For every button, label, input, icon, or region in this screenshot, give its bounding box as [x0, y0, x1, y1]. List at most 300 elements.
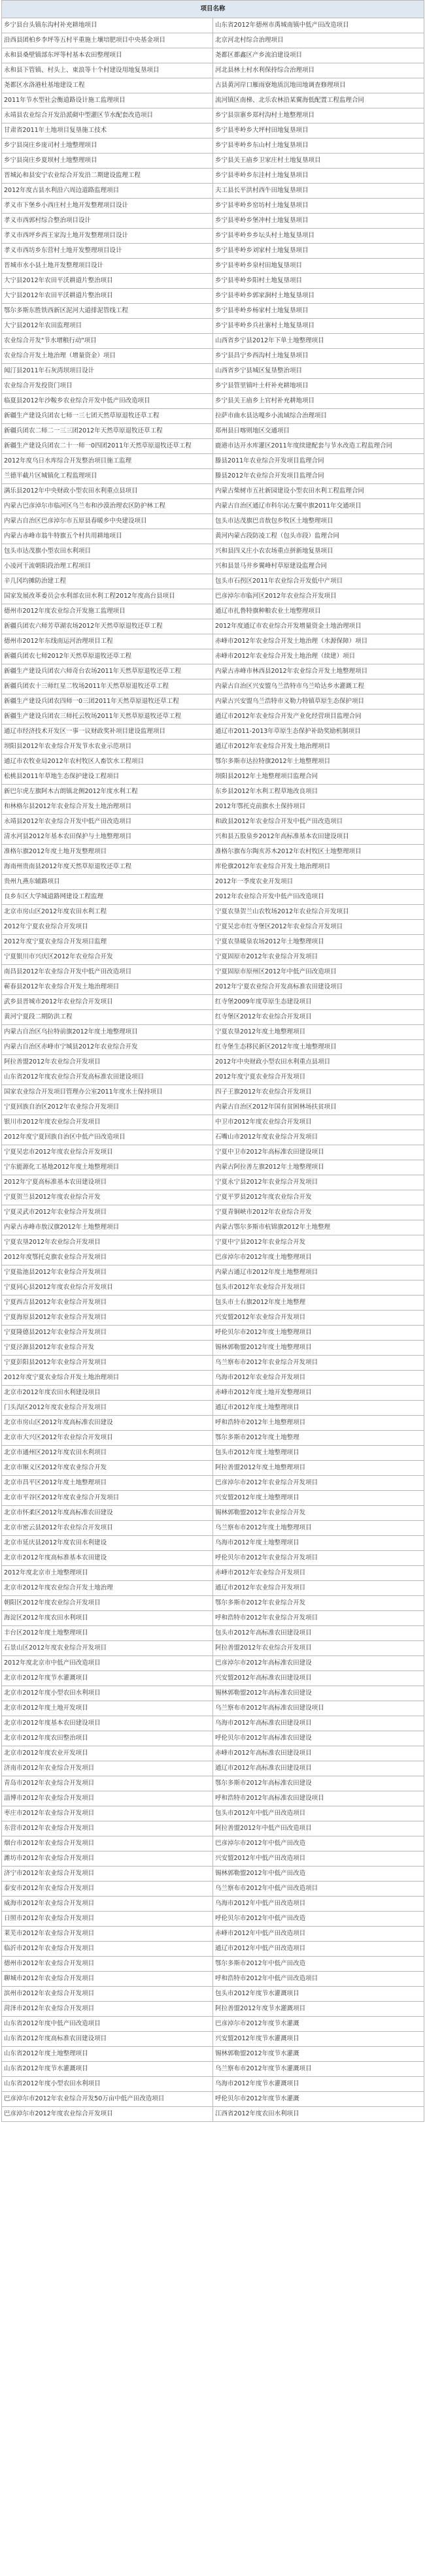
table-cell: 良乡东区大学城道路网建设工程监理 — [2, 890, 213, 905]
table-cell: 河北县林土村水利保持综合治理项目 — [213, 63, 424, 78]
table-row — [2, 785, 424, 800]
table-row — [2, 1596, 424, 1611]
table-cell: 巴彦淖尔市2012年度节水灌溉 — [213, 2017, 424, 2032]
table-row — [2, 1085, 424, 1100]
table-cell: 乡宁县枣岭乡窑坊村土地复垦项目 — [213, 199, 424, 214]
table-cell: 小凌河干流朝阳段治理工程项目 — [2, 559, 213, 574]
table-row — [2, 935, 424, 950]
table-row — [2, 1611, 424, 1626]
table-row — [2, 1701, 424, 1716]
table-cell: 乌海市2012年度土地整理项目 — [213, 1536, 424, 1551]
table-row — [2, 649, 424, 664]
table-cell: 四子王旗2012年农业综合开发项目 — [213, 1085, 424, 1100]
table-row — [2, 544, 424, 559]
table-row — [2, 1671, 424, 1686]
table-row — [2, 1851, 424, 1867]
table-cell: 宁夏盐池县2012年农业综合开发项目 — [2, 1265, 213, 1280]
table-cell: 满乐县2012年中央财政小型农田水利重点县项目 — [2, 484, 213, 499]
table-cell: 尧都区水洛港杜基地建设工程 — [2, 78, 213, 93]
table-cell: 包头市2012年度节水灌溉项目 — [213, 1987, 424, 2002]
table-cell: 新巴尔虎左旗阿木古朗镇北侧2012年度水利工程 — [2, 785, 213, 800]
table-row — [2, 1761, 424, 1776]
table-cell: 鄂尔多斯市2012年农业综合开发 — [213, 1596, 424, 1611]
table-cell: 晋城沁和县安宁农业综合开发沿二期建设监理工程 — [2, 169, 213, 184]
table-cell: 呼伦贝尔市2012年中低产田改造 — [213, 1912, 424, 1927]
table-cell: 2012年度宁夏农业综合开发项目 — [213, 1070, 424, 1085]
table-row — [2, 123, 424, 139]
table-cell: 宁夏固原市原州区2012年中低产田改造项目 — [213, 965, 424, 980]
table-row — [2, 1040, 424, 1055]
table-cell: 潍坊市2012年农业综合开发项目 — [2, 1851, 213, 1867]
table-row — [2, 1551, 424, 1566]
table-cell: 宁夏吴忠市红寺堡区2012年农业综合开发项目 — [213, 920, 424, 935]
table-row — [2, 1115, 424, 1130]
table-cell: 兴和县四义庄小农农场重点拼新地复垦项目 — [213, 544, 424, 559]
table-cell: 赤峰市2012年农业综合开发项目 — [213, 1566, 424, 1581]
table-cell: 古县黄河岸口雁雨寮地质沉地田地调查修理项目 — [213, 78, 424, 93]
table-cell: 2012年度宁夏农业综合开发土地治理项目 — [2, 1371, 213, 1386]
table-cell: 永和县桑壁镇部东坪等村基本农田整理项目 — [2, 48, 213, 63]
table-cell: 山东省2012年度土地整理项目 — [2, 2047, 213, 2062]
table-cell: 山东省2012年度中低产田改造项目 — [2, 2017, 213, 2032]
table-cell: 北京市通州区2012年度农田水利项目 — [2, 1446, 213, 1461]
table-cell: 尧都区都鑫区产乡流泊建设项目 — [213, 48, 424, 63]
table-cell: 2012年度乌日水库综合开发整治项目施工监理 — [2, 454, 213, 469]
table-cell: 武乡县晋城市2012年农业综合开发项目 — [2, 995, 213, 1010]
table-cell: 松桃县2011年草地生态保护建设工程项目 — [2, 770, 213, 785]
table-cell: 乌海市2012年度节水灌溉项目 — [213, 2077, 424, 2092]
table-row — [2, 1836, 424, 1851]
table-row — [2, 1942, 424, 1957]
table-row — [2, 1175, 424, 1190]
table-cell: 2012年度北京市土地整理项目 — [2, 1566, 213, 1581]
table-cell: 鄂尔多斯市2012年度土地整理 — [213, 1431, 424, 1446]
column-header: 项目名称 — [2, 1, 424, 18]
table-cell: 威海市2012年农业综合开发项目 — [2, 1897, 213, 1912]
table-cell: 通辽市经济技术开发区一事一议财政奖补项目建设监理项目 — [2, 725, 213, 740]
table-cell: 北京市2012年度基本农田建设项目 — [2, 1716, 213, 1731]
table-cell: 内蒙古自治区巴彦淖尔市五原县春暖乡中央建设项目 — [2, 514, 213, 529]
table-cell: 辛几冈均摊防治建工程 — [2, 574, 213, 589]
table-row — [2, 1160, 424, 1175]
table-cell: 农业综合开发"节水增粮行动"项目 — [2, 334, 213, 349]
table-cell: 北京市顺义区2012年度农业综合开发 — [2, 1461, 213, 1476]
table-cell: 包头市2012年度土地整理项目 — [213, 1446, 424, 1461]
table-cell: 内蒙古自治区赤峰市宁城县2012年农业综合开发 — [2, 1040, 213, 1055]
table-cell: 内蒙古自治区乌拉特前旗2012年度土地整理项目 — [2, 1025, 213, 1040]
table-row — [2, 1401, 424, 1416]
table-row — [2, 1882, 424, 1897]
table-cell: 大宁县2012年农田平沃耕道片整治项目 — [2, 274, 213, 289]
table-cell: 宁夏银川市兴庆区2012年农业综合开发 — [2, 950, 213, 965]
table-cell: 2012年宁夏高标准基本农田建设项目 — [2, 1175, 213, 1190]
table-cell: 兴安盟2012年度节水灌溉项目 — [213, 2032, 424, 2047]
table-cell: 聊城市2012年农业综合开发项目 — [2, 1972, 213, 1987]
table-cell: 石景山区2012年度农业综合开发项目 — [2, 1641, 213, 1656]
table-row — [2, 1220, 424, 1235]
table-cell: 新疆兵团农七师2012年天然草原退牧还草工程 — [2, 649, 213, 664]
table-cell: 坝阳县2012年农业综合开发节水农业示范项目 — [2, 740, 213, 755]
table-row — [2, 93, 424, 108]
table-row — [2, 1746, 424, 1761]
table-row — [2, 2077, 424, 2092]
table-cell: 北京市延庆县2012年度农田水利建设 — [2, 1536, 213, 1551]
table-cell: 晋城市水小县土地开发整理项目设计 — [2, 259, 213, 274]
table-cell: 巴彦淖尔市2012年中低产田改造 — [213, 1836, 424, 1851]
table-cell: 乡宁县关王庙乡卫家庄村土地复垦项目 — [213, 154, 424, 169]
table-cell: 2012年一季度农业开发项目 — [213, 875, 424, 890]
table-row — [2, 1130, 424, 1145]
table-cell: 宁夏泾源县2012年农业综合开发 — [2, 1341, 213, 1356]
table-cell: 永靖县农业综合开发沿派砌中型灌区节水配套改造项目 — [2, 108, 213, 123]
table-cell: 新疆生产建设兵团农三师托云牧场2011年天然草原退牧还草工程 — [2, 709, 213, 725]
table-cell: 孝义市下堡乡小西庄村土地开发整理项目设计 — [2, 199, 213, 214]
table-cell: 呼和浩特市2012年土地整理项目 — [213, 1416, 424, 1431]
table-row — [2, 875, 424, 890]
table-row — [2, 694, 424, 709]
table-row — [2, 139, 424, 154]
table-row — [2, 1416, 424, 1431]
table-row — [2, 1626, 424, 1641]
table-row — [2, 1025, 424, 1040]
table-cell: 宁夏农垦贺兰山农牧场2012年农业综合开发项目 — [213, 905, 424, 920]
table-row — [2, 1461, 424, 1476]
table-row — [2, 529, 424, 544]
table-cell: 永和县下管镇、村头上、東浪等十个村建设用地复垦项目 — [2, 63, 213, 78]
table-cell: 宁夏海原县2012年农业综合开发项目 — [2, 1311, 213, 1326]
table-cell: 北京市2012年度农田整治项目 — [2, 1731, 213, 1746]
table-cell: 滕县2011年农业综合开发项目监理合同 — [213, 454, 424, 469]
table-cell: 红寺堡区2012年农业综合开发项目 — [213, 1010, 424, 1025]
table-row — [2, 199, 424, 214]
table-cell: 乌兰察布市2012年度土地整理项目 — [213, 1521, 424, 1536]
table-cell: 北京市2012年度土地开发项目 — [2, 1701, 213, 1716]
table-cell: 流河镇区南梯、北乐农林沿某翼海低配置工程监理合同 — [213, 93, 424, 108]
table-cell: 内蒙古自治区通辽市科尔沁左翼中旗2011年交通项目 — [213, 499, 424, 514]
table-cell: 东营市2012年农业综合开发项目 — [2, 1821, 213, 1836]
table-cell: 北京市昌平区2012年度土地整理项目 — [2, 1476, 213, 1491]
table-cell: 准格尔旗2012年度土地开发整理项目 — [2, 845, 213, 860]
table-row — [2, 1341, 424, 1356]
table-cell: 2012年宁夏农业综合开发项目 — [2, 920, 213, 935]
table-row — [2, 409, 424, 424]
table-cell: 大宁县2012年农田监理项目 — [2, 319, 213, 334]
table-cell: 乡宁县枣岭乡东山村土地复垦项目 — [213, 139, 424, 154]
table-cell: 新疆生产建设兵团农四师一0三团2011年天然草原退牧还草工程 — [2, 694, 213, 709]
table-cell: 宁夏平罗县2012年度农业综合开发 — [213, 1190, 424, 1205]
table-row — [2, 1446, 424, 1461]
table-cell: 坝阳县2012年土地整理项目监理合同 — [213, 770, 424, 785]
table-cell: 兴和县景马井乡翼峰村草原建设监理合同 — [213, 559, 424, 574]
table-cell: 乌兰察布市2012年农业综合开发项目 — [213, 1356, 424, 1371]
table-row — [2, 1686, 424, 1701]
table-row — [2, 319, 424, 334]
table-cell: 巴彦淖尔市临河区2012年农业综合开发项目 — [213, 589, 424, 604]
table-cell: 乡宁县枣岭乡兵社寨村土地复垦项目 — [213, 319, 424, 334]
table-cell: 大宁县2012年农田平沃耕道片整治项目 — [2, 289, 213, 304]
table-cell: 山东省2012年度小型农田水利项目 — [2, 2077, 213, 2092]
table-row — [2, 33, 424, 48]
table-row — [2, 2092, 424, 2107]
table-cell: 呼伦贝尔市2012年农业综合开发项目 — [213, 1551, 424, 1566]
table-cell: 赤峰市2012年农业综合开发土地治理（续建）项目 — [213, 649, 424, 664]
table-cell: 阿拉善盟2012年农业综合开发项目 — [213, 1641, 424, 1656]
table-cell: 沿西县团柏乡李坪等五村平重施土壤培肥项目中央基金项目 — [2, 33, 213, 48]
table-cell: 丰台区2012年度土地整理项目 — [2, 1626, 213, 1641]
table-cell: 阿拉善盟2012年度土地整理项目 — [213, 1461, 424, 1476]
table-row — [2, 484, 424, 499]
table-cell: 包头市2012年高标准农田建设项目 — [213, 1626, 424, 1641]
table-cell: 永靖县2012年农业综合开发中低产田改造项目 — [2, 815, 213, 830]
table-cell: 甘肃省2011年土地项目复垦施工技术 — [2, 123, 213, 139]
table-row — [2, 845, 424, 860]
table-cell: 2012年度鄂托克旗农业综合开发项目 — [2, 1250, 213, 1265]
table-cell: 呼伦贝尔市2012年度土地整理项目 — [213, 1326, 424, 1341]
table-cell: 赤峰市2012年度土地开发整理项目 — [213, 1386, 424, 1401]
table-cell: 北京市2012年度节水灌溉项目 — [2, 1671, 213, 1686]
table-row — [2, 589, 424, 604]
table-row — [2, 679, 424, 694]
table-cell: 宁夏回族自治区2012年农业综合开发项目 — [2, 1100, 213, 1115]
table-row — [2, 1265, 424, 1280]
table-cell: 乡宁县枣岭乡堡冲村土地复垦项目 — [213, 214, 424, 229]
table-row — [2, 499, 424, 514]
table-cell: 北京市大兴区2012年农业综合开发项目 — [2, 1431, 213, 1446]
table-cell: 青岛市2012年农业综合开发项目 — [2, 1776, 213, 1791]
table-cell: 国家发展改革委员会水利部农田水利工程2012年度高台县项目 — [2, 589, 213, 604]
table-row — [2, 1521, 424, 1536]
table-cell: 内蒙古鄂尔多斯市杭锦旗2012年土地整理 — [213, 1220, 424, 1235]
table-cell: 包头市2012年中低产田改造项目 — [213, 1806, 424, 1821]
table-row — [2, 469, 424, 484]
table-cell: 2012年鄂托克前旗水土保持项目 — [213, 800, 424, 815]
table-row — [2, 1386, 424, 1401]
table-cell: 宁夏隆德县2012年农业综合开发项目 — [2, 1326, 213, 1341]
table-cell: 拉萨市曲水县达嘎乡小流域综合治理项目 — [213, 409, 424, 424]
table-row — [2, 379, 424, 394]
table-row — [2, 965, 424, 980]
table-row — [2, 274, 424, 289]
table-cell: 宁夏西吉县2012年农业综合开发项目 — [2, 1296, 213, 1311]
table-row — [2, 574, 424, 589]
table-cell: 呼和浩特市2012年农业综合开发项目 — [213, 1611, 424, 1626]
table-row — [2, 364, 424, 379]
table-row — [2, 1987, 424, 2002]
table-cell: 和林格尔县2012年农业综合开发土地治理项目 — [2, 800, 213, 815]
table-cell: 农业综合开发土地治理（增量资金）项目 — [2, 349, 213, 364]
table-cell: 宁夏固原市2012年农业综合开发项目 — [213, 950, 424, 965]
table-row — [2, 1957, 424, 1972]
table-row — [2, 2062, 424, 2077]
table-cell: 临沂市2012年农业综合开发项目 — [2, 1942, 213, 1957]
table-cell: 新疆生产建设兵团农二十一师一0四团2011年天然草原退牧还草工程 — [2, 439, 213, 454]
table-cell: 阿拉善盟2012年中低产田改造项目 — [213, 1821, 424, 1836]
table-cell: 巴彦淖尔市2012年农业综合开发50万亩中低产田改造项目 — [2, 2092, 213, 2107]
table-cell: 乡宁县枣岭乡郭家涧村土地复垦项目 — [213, 289, 424, 304]
table-cell: 兴安盟2012年度土地整理项目 — [213, 1491, 424, 1506]
table-cell: 鄂尔多斯市2012年高标准农田建设 — [213, 1776, 424, 1791]
table-cell: 中卫市2012年度农业综合开发项目 — [213, 1115, 424, 1130]
table-row — [2, 950, 424, 965]
table-cell: 济南市2012年农业综合开发项目 — [2, 1761, 213, 1776]
table-cell: 乡宁县枣岭乡乡坛头村土地复垦项目 — [213, 229, 424, 244]
table-row — [2, 1897, 424, 1912]
table-cell: 呼伦贝尔市2012年高标准农田建设 — [213, 1731, 424, 1746]
table-cell: 济宁市2012年农业综合开发项目 — [2, 1867, 213, 1882]
table-row — [2, 1280, 424, 1296]
table-cell: 海南州贵南县2012年度天然草原退牧还草工程 — [2, 860, 213, 875]
table-cell: 乡宁县崇寨乡郑村沟村土地整理项目 — [213, 108, 424, 123]
table-cell: 内蒙古兴安盟乌兰浩特市义勒力特镇草原生态保护项目 — [213, 694, 424, 709]
table-row — [2, 1506, 424, 1521]
table-cell: 新疆兵团农六师芳草湖农场2012年天然草原退牧还草工程 — [2, 619, 213, 634]
table-cell: 宁夏青铜峡市2012年农业综合开发 — [213, 1205, 424, 1220]
table-row — [2, 514, 424, 529]
table-cell: 2012年度宁夏回族自治区中低产田改造项目 — [2, 1130, 213, 1145]
table-cell: 2012年度通辽市农业综合开发增量资金土地治理项目 — [213, 619, 424, 634]
table-cell: 和政县2012年农业综合开发中低产田改造项目 — [213, 815, 424, 830]
table-cell: 乡宁县管里镇叶土杆补充耕地项目 — [213, 379, 424, 394]
table-cell: 宁夏农垦2012年农业综合开发项目 — [2, 1235, 213, 1250]
table-row — [2, 830, 424, 845]
table-row — [2, 1867, 424, 1882]
table-row — [2, 815, 424, 830]
table-cell: 宁东能源化工基地2012年度土地整理项目 — [2, 1160, 213, 1175]
table-cell: 2012年度宁夏农业综合开发项目监理 — [2, 935, 213, 950]
table-cell: 2012年农业综合开发中低产田改造项目 — [213, 890, 424, 905]
table-cell: 山东省2012年德州市禹城南镇中低产田改造项目 — [213, 18, 424, 33]
table-cell: 通辽市2011-2013年草原生态保护补助奖励机制项目 — [213, 725, 424, 740]
table-cell: 海淀区2012年度农田水利项目 — [2, 1611, 213, 1626]
table-row — [2, 634, 424, 649]
table-cell: 锡林郭勒盟2012年中低产田改造 — [213, 1867, 424, 1882]
table-cell: 乡宁县枣岭乡刘家村土地复垦项目 — [213, 244, 424, 259]
table-row — [2, 860, 424, 875]
table-cell: 菏泽市2012年农业综合开发项目 — [2, 2002, 213, 2017]
table-cell: 宁夏同心县2012年度农业综合开发项目 — [2, 1280, 213, 1296]
table-row — [2, 2002, 424, 2017]
table-cell: 德州市2012年度农业综合开发施工监理项目 — [2, 604, 213, 619]
table-cell: 2012年中央财政小型农田水利重点县项目 — [213, 1055, 424, 1070]
table-row — [2, 48, 424, 63]
table-row — [2, 2047, 424, 2062]
table-cell: 宁夏农垦暖泉农场2012年土地整理项目 — [213, 935, 424, 950]
table-row — [2, 1716, 424, 1731]
table-cell: 通辽市2012年农业综合开发产业化经营项目监理合同 — [213, 709, 424, 725]
table-cell: 农业综合开发投资门项目 — [2, 379, 213, 394]
table-cell: 新疆兵团农十三师红星二牧场2011年天然草原退牧还草工程 — [2, 679, 213, 694]
table-row — [2, 1912, 424, 1927]
table-row — [2, 424, 424, 439]
table-cell: 鄂尔多斯市2012年中低产田改造 — [213, 1957, 424, 1972]
table-cell: 通辽市农牧业局2012年农村牧区人畜饮水工程项目 — [2, 755, 213, 770]
table-row — [2, 1205, 424, 1220]
table-cell: 赤峰市2012年高标准农田建设项目 — [213, 1746, 424, 1761]
table-cell: 滨州市2012年农业综合开发项目 — [2, 1987, 213, 2002]
table-cell: 山西省乡宁县2012年下单土地整理项目 — [213, 334, 424, 349]
table-row — [2, 184, 424, 199]
table-row — [2, 108, 424, 123]
table-cell: 乡宁县岗庄乡庞司村土地整理项目 — [2, 139, 213, 154]
table-cell: 呼和浩特市2012年高标准农田建设项目 — [213, 1791, 424, 1806]
table-cell: 北京市房山区2012年度高标准农田建设 — [2, 1416, 213, 1431]
table-row — [2, 1235, 424, 1250]
table-cell: 内蒙古自治区2012年国有贫困林场扶贫项目 — [213, 1100, 424, 1115]
table-cell: 红寺堡2009年度草原生态建设项目 — [213, 995, 424, 1010]
table-row — [2, 1250, 424, 1265]
table-cell: 包头市达茂旗巴音敖包乡牧区土地整理项目 — [213, 514, 424, 529]
table-row — [2, 229, 424, 244]
table-cell: 通辽市2012年农业综合开发项目 — [213, 1581, 424, 1596]
table-cell: 兴安盟2012年高标准农田建设项目 — [213, 1671, 424, 1686]
table-cell: 鹿港市达开水库灌区2011年度续建配套与节水改造工程监理合同 — [213, 439, 424, 454]
table-row — [2, 1431, 424, 1446]
table-cell: 鄂尔多斯市达拉特旗2012年土地整理项目 — [213, 755, 424, 770]
table-cell: 兴安盟2012年中低产田改造项目 — [213, 1851, 424, 1867]
table-cell: 宁夏农垦2012年度土地整理项目 — [213, 1025, 424, 1040]
table-cell: 阿拉善盟2012年农业综合开发项目 — [2, 1055, 213, 1070]
table-cell: 内蒙古巴彦淖尔市临河区乌兰布和沙漠治理农区防护林工程 — [2, 499, 213, 514]
table-cell: 内蒙古阿拉善左旗2012年土地整理项目 — [213, 1160, 424, 1175]
table-cell: 江西省2012年度农田水利项目 — [213, 2107, 424, 2122]
table-header-row — [2, 1, 424, 18]
table-cell: 锡林郭勒盟2012年度节水灌溉 — [213, 2047, 424, 2062]
table-row — [2, 1821, 424, 1836]
table-cell: 夫工县长平洪村西牛田地复垦项目 — [213, 184, 424, 199]
table-cell: 呼伦贝尔市2012年度节水灌溉 — [213, 2092, 424, 2107]
table-cell: 宁夏吴忠市2012年度农业综合开发项目 — [2, 1145, 213, 1160]
table-cell: 锡林郭勒盟2012年度土地整理项目 — [213, 1341, 424, 1356]
table-cell: 内蒙古通辽市2012年度土地整理项目 — [213, 1265, 424, 1280]
table-cell: 包头市2012年农业综合开发项目 — [213, 1280, 424, 1296]
table-row — [2, 980, 424, 995]
table-cell: 巴彦淖尔市2012年度土地整理项目 — [213, 1250, 424, 1265]
table-cell: 红寺堡生态移民新区2012年度土地整理项目 — [213, 1040, 424, 1055]
table-row — [2, 154, 424, 169]
table-row — [2, 995, 424, 1010]
table-cell: 银川市2012年度农业综合开发项目 — [2, 1115, 213, 1130]
table-cell: 日照市2012年农业综合开发项目 — [2, 1912, 213, 1927]
table-row — [2, 1326, 424, 1341]
table-row — [2, 1536, 424, 1551]
table-cell: 宁夏中宁县2012年农业综合开发 — [213, 1235, 424, 1250]
table-cell: 莱芜市2012年农业综合开发项目 — [2, 1927, 213, 1942]
table-cell: 烟台市2012年农业综合开发项目 — [2, 1836, 213, 1851]
table-cell: 黄河内蒙古段防凌工程（包头市段）监理合同 — [213, 529, 424, 544]
table-row — [2, 1791, 424, 1806]
table-cell: 德州市2012年东线南运河治理项目工程 — [2, 634, 213, 649]
table-cell: 内蒙古赤峰市翁牛特旗五个村共用耕地项目 — [2, 529, 213, 544]
table-cell: 新疆兵团农二师二一三三团2012年天然草原退牧还草工程 — [2, 424, 213, 439]
table-row — [2, 1731, 424, 1746]
table-cell: 通辽市2012年中低产田改造项目 — [213, 1942, 424, 1957]
table-cell: 门头沟区2012年度农业综合开发项目 — [2, 1401, 213, 1416]
table-cell: 滕县2012年农业综合开发项目监理合同 — [213, 469, 424, 484]
table-cell: 宁夏灵武市2012年农业综合开发项目 — [2, 1205, 213, 1220]
table-cell: 乡宁县岗庄乡夏坝村土地整理项目 — [2, 154, 213, 169]
table-cell: 淄博市2012年农业综合开发项目 — [2, 1791, 213, 1806]
table-cell: 巴彦淖尔市2012年农业综合开发项目 — [213, 1476, 424, 1491]
table-row — [2, 1100, 424, 1115]
table-cell: 兰德半截片区城镇化工程监理项目 — [2, 469, 213, 484]
table-cell: 贵州九燕东辅路项目 — [2, 875, 213, 890]
table-row — [2, 439, 424, 454]
table-cell: 阿拉善盟2012年度节水灌溉项目 — [213, 2002, 424, 2017]
table-row — [2, 63, 424, 78]
table-row — [2, 740, 424, 755]
table-row — [2, 920, 424, 935]
table-cell: 北京市怀柔区2012年度高标准农田建设 — [2, 1506, 213, 1521]
